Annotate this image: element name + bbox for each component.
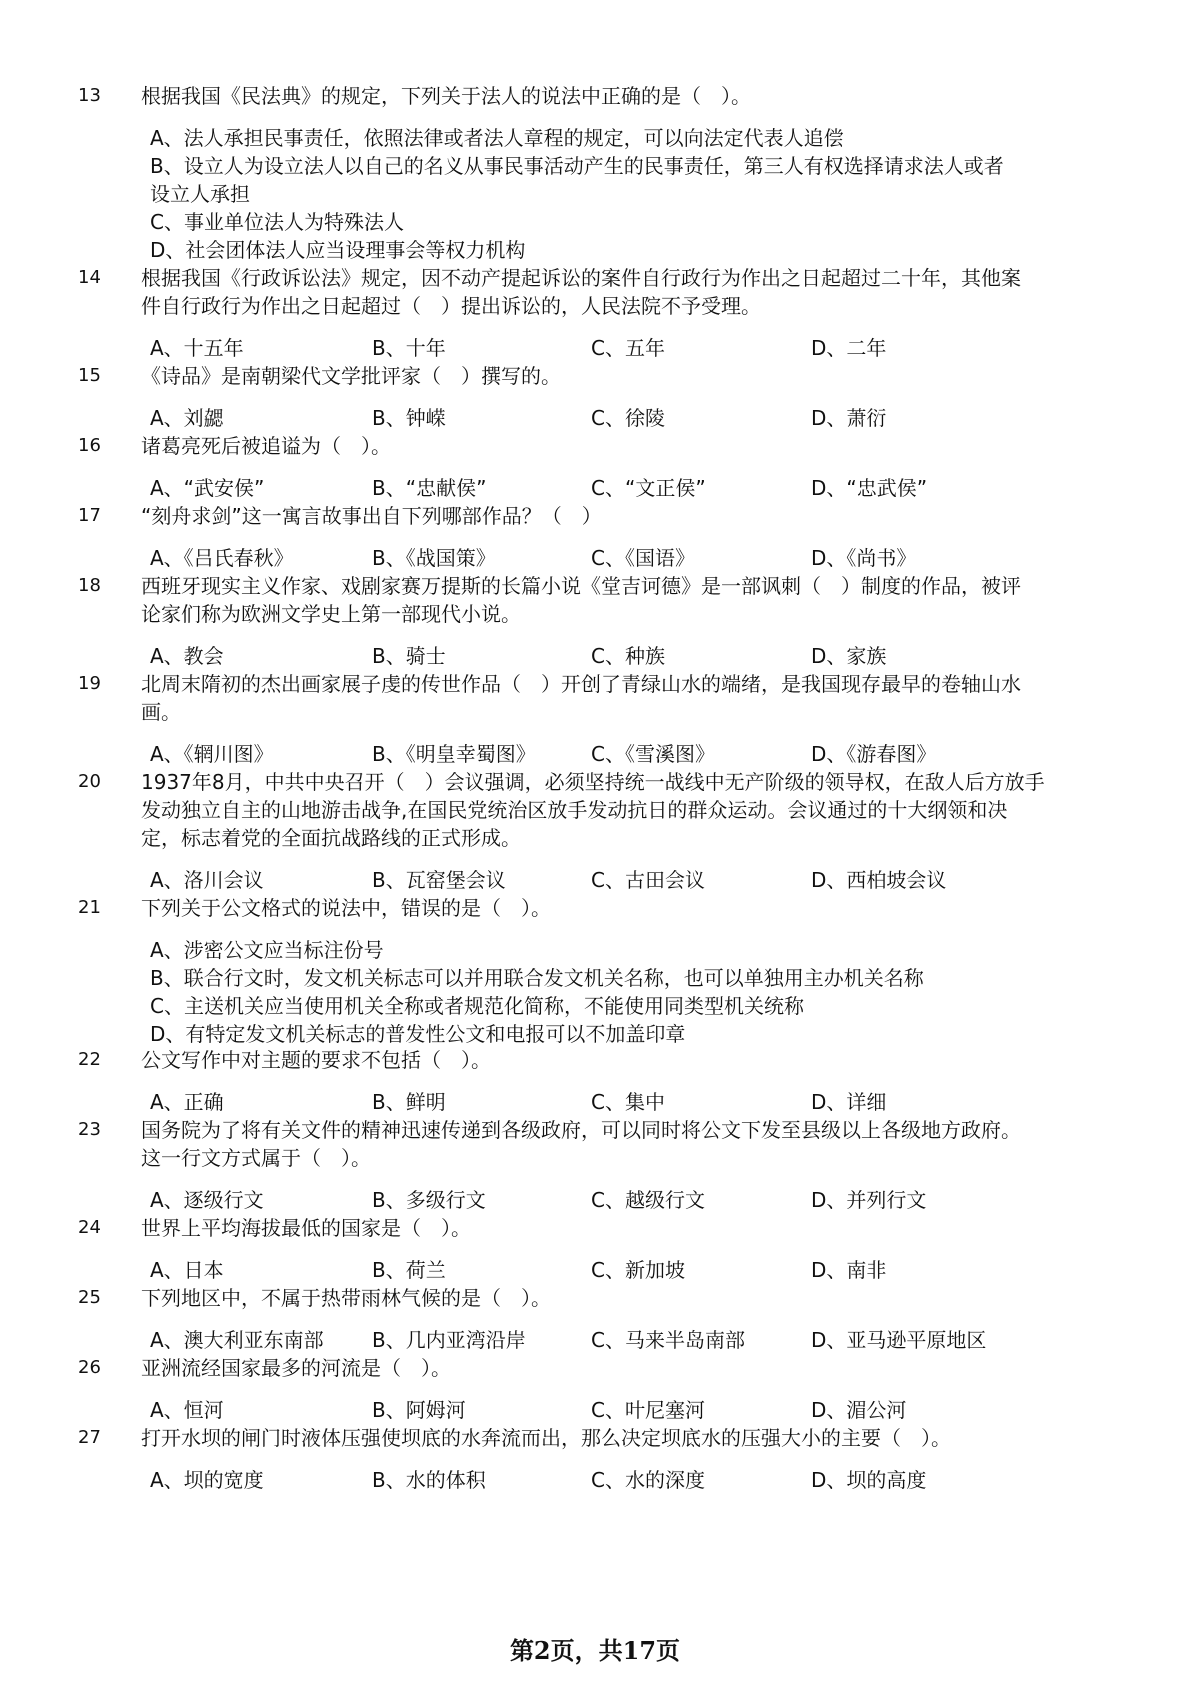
question-stem-line: 定，标志着党的全面抗战路线的正式形成。 bbox=[141, 826, 521, 850]
option-b: 设立人承担 bbox=[150, 182, 250, 206]
option-a: A、正确 bbox=[150, 1090, 224, 1114]
option-d: D、详细 bbox=[811, 1090, 887, 1114]
option-a: A、日本 bbox=[150, 1258, 224, 1282]
option-a: A、坝的宽度 bbox=[150, 1468, 264, 1492]
question-stem-line: 公文写作中对主题的要求不包括（ ）。 bbox=[141, 1048, 491, 1072]
question-stem-line: 亚洲流经国家最多的河流是（ ）。 bbox=[141, 1356, 451, 1380]
question-stem-line: 根据我国《民法典》的规定，下列关于法人的说法中正确的是（ ）。 bbox=[141, 84, 751, 108]
question-number: 20 bbox=[78, 771, 101, 792]
option-b: B、阿姆河 bbox=[372, 1398, 466, 1422]
question-stem-line: 世界上平均海拔最低的国家是（ ）。 bbox=[141, 1216, 471, 1240]
question-number: 25 bbox=[78, 1287, 101, 1308]
option-b: B、《明皇幸蜀图》 bbox=[372, 742, 536, 766]
question-number: 13 bbox=[78, 85, 101, 106]
question-stem-line: 西班牙现实主义作家、戏剧家赛万提斯的长篇小说《堂吉诃德》是一部讽刺（ ）制度的作品，被评 bbox=[141, 574, 1021, 598]
option-b: B、瓦窑堡会议 bbox=[372, 868, 506, 892]
option-c: C、“文正侯” bbox=[591, 476, 706, 500]
option-a: A、法人承担民事责任，依照法律或者法人章程的规定，可以向法定代表人追偿 bbox=[150, 126, 844, 150]
question-number: 19 bbox=[78, 673, 101, 694]
option-d: D、萧衍 bbox=[811, 406, 887, 430]
option-d: D、西柏坡会议 bbox=[811, 868, 947, 892]
option-c: C、马来半岛南部 bbox=[591, 1328, 745, 1352]
option-c: C、古田会议 bbox=[591, 868, 705, 892]
option-d: D、坝的高度 bbox=[811, 1468, 927, 1492]
option-b: B、联合行文时，发文机关标志可以并用联合发文机关名称，也可以单独用主办机关名称 bbox=[150, 966, 924, 990]
question-stem-line: 《诗品》是南朝梁代文学批评家（ ）撰写的。 bbox=[141, 364, 561, 388]
option-b: B、荷兰 bbox=[372, 1258, 446, 1282]
question-number: 18 bbox=[78, 575, 101, 596]
option-b: B、鲜明 bbox=[372, 1090, 446, 1114]
option-b: B、钟嵘 bbox=[372, 406, 446, 430]
option-b: B、几内亚湾沿岸 bbox=[372, 1328, 526, 1352]
question-stem-line: 国务院为了将有关文件的精神迅速传递到各级政府，可以同时将公文下发至县级以上各级地方政府。 bbox=[141, 1118, 1021, 1142]
option-c: C、水的深度 bbox=[591, 1468, 705, 1492]
option-d: D、亚马逊平原地区 bbox=[811, 1328, 987, 1352]
question-stem-line: 根据我国《行政诉讼法》规定，因不动产提起诉讼的案件自行政行为作出之日起超过二十年，其他案 bbox=[141, 266, 1021, 290]
question-number: 24 bbox=[78, 1217, 101, 1238]
question-number: 15 bbox=[78, 365, 101, 386]
question-stem-line: 打开水坝的闸门时液体压强使坝底的水奔流而出，那么决定坝底水的压强大小的主要（ ）。 bbox=[141, 1426, 951, 1450]
option-a: A、十五年 bbox=[150, 336, 244, 360]
option-d: D、《尚书》 bbox=[811, 546, 917, 570]
option-a: A、《辋川图》 bbox=[150, 742, 274, 766]
option-c: C、徐陵 bbox=[591, 406, 665, 430]
question-number: 22 bbox=[78, 1049, 101, 1070]
question-number: 14 bbox=[78, 267, 101, 288]
option-c: C、五年 bbox=[591, 336, 665, 360]
question-number: 27 bbox=[78, 1427, 101, 1448]
option-d: D、南非 bbox=[811, 1258, 887, 1282]
question-stem-line: “刻舟求剑”这一寓言故事出自下列哪部作品？（ ） bbox=[141, 504, 602, 528]
option-b: B、设立人为设立法人以自己的名义从事民事活动产生的民事责任，第三人有权选择请求法人或者 bbox=[150, 154, 1004, 178]
option-c: C、叶尼塞河 bbox=[591, 1398, 705, 1422]
question-stem-line: 诸葛亮死后被追谥为（ ）。 bbox=[141, 434, 391, 458]
question-stem-line: 件自行政行为作出之日起超过（ ）提出诉讼的，人民法院不予受理。 bbox=[141, 294, 761, 318]
option-d: D、社会团体法人应当设理事会等权力机构 bbox=[150, 238, 526, 262]
option-d: D、二年 bbox=[811, 336, 887, 360]
option-b: B、水的体积 bbox=[372, 1468, 486, 1492]
question-stem-line: 发动独立自主的山地游击战争,在国民党统治区放手发动抗日的群众运动。会议通过的十大纲领和决 bbox=[141, 798, 1008, 822]
option-b: B、多级行文 bbox=[372, 1188, 486, 1212]
option-d: D、并列行文 bbox=[811, 1188, 927, 1212]
option-b: B、十年 bbox=[372, 336, 446, 360]
option-c: C、《雪溪图》 bbox=[591, 742, 715, 766]
question-stem-line: 北周末隋初的杰出画家展子虔的传世作品（ ）开创了青绿山水的端绪，是我国现存最早的卷轴山水 bbox=[141, 672, 1021, 696]
question-number: 21 bbox=[78, 897, 101, 918]
option-a: A、刘勰 bbox=[150, 406, 224, 430]
option-b: B、《战国策》 bbox=[372, 546, 496, 570]
option-a: A、澳大利亚东南部 bbox=[150, 1328, 324, 1352]
option-d: D、《游春图》 bbox=[811, 742, 937, 766]
option-c: C、集中 bbox=[591, 1090, 665, 1114]
option-c: C、种族 bbox=[591, 644, 665, 668]
option-a: A、逐级行文 bbox=[150, 1188, 264, 1212]
option-c: C、主送机关应当使用机关全称或者规范化简称，不能使用同类型机关统称 bbox=[150, 994, 804, 1018]
option-a: A、洛川会议 bbox=[150, 868, 264, 892]
option-d: D、湄公河 bbox=[811, 1398, 907, 1422]
option-c: C、事业单位法人为特殊法人 bbox=[150, 210, 404, 234]
option-a: A、教会 bbox=[150, 644, 224, 668]
option-b: B、骑士 bbox=[372, 644, 446, 668]
page-footer: 第2页，共17页 bbox=[509, 1636, 681, 1665]
question-stem-line: 论家们称为欧洲文学史上第一部现代小说。 bbox=[141, 602, 521, 626]
option-a: A、涉密公文应当标注份号 bbox=[150, 938, 384, 962]
question-stem-line: 这一行文方式属于（ ）。 bbox=[141, 1146, 371, 1170]
option-a: A、恒河 bbox=[150, 1398, 224, 1422]
question-stem-line: 下列关于公文格式的说法中，错误的是（ ）。 bbox=[141, 896, 551, 920]
option-d: D、家族 bbox=[811, 644, 887, 668]
question-number: 26 bbox=[78, 1357, 101, 1378]
question-number: 17 bbox=[78, 505, 101, 526]
option-d: D、“忠武侯” bbox=[811, 476, 928, 500]
question-number: 16 bbox=[78, 435, 101, 456]
question-stem-line: 下列地区中，不属于热带雨林气候的是（ ）。 bbox=[141, 1286, 551, 1310]
question-stem-line: 画。 bbox=[141, 700, 181, 724]
option-a: A、《吕氏春秋》 bbox=[150, 546, 294, 570]
option-c: C、《国语》 bbox=[591, 546, 695, 570]
option-d: D、有特定发文机关标志的普发性公文和电报可以不加盖印章 bbox=[150, 1022, 686, 1046]
option-a: A、“武安侯” bbox=[150, 476, 265, 500]
question-number: 23 bbox=[78, 1119, 101, 1140]
question-stem-line: 1937年8月，中共中央召开（ ）会议强调，必须坚持统一战线中无产阶级的领导权，在敌人后方放手 bbox=[141, 770, 1045, 794]
option-b: B、“忠献侯” bbox=[372, 476, 487, 500]
option-c: C、新加坡 bbox=[591, 1258, 685, 1282]
option-c: C、越级行文 bbox=[591, 1188, 705, 1212]
